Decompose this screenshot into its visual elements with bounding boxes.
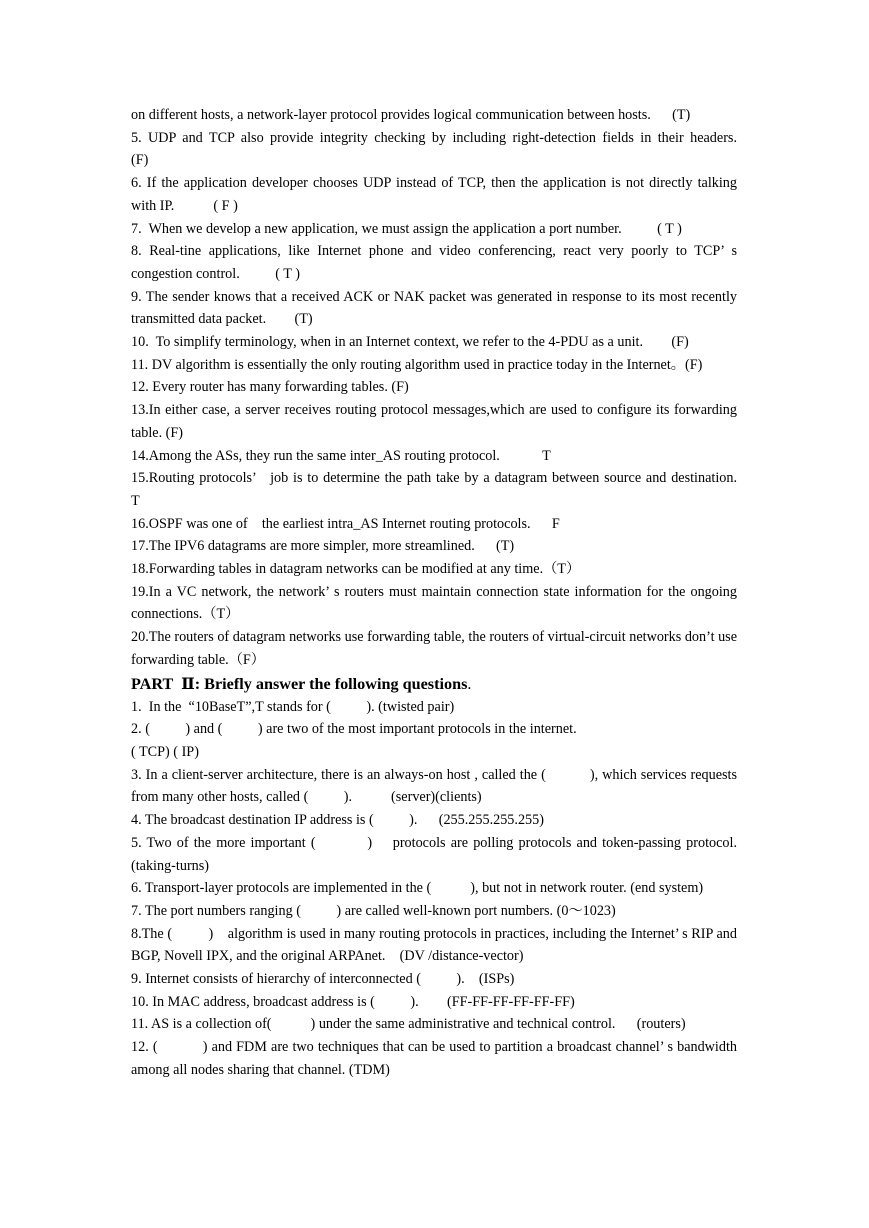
part-2-heading	[131, 672, 737, 696]
document-page	[131, 104, 777, 1082]
tf-item-16: 16.OSPF was one of the earliest intra_AS Internet routing protocols. F	[131, 515, 560, 532]
question-1: 1. In the “10BaseT”,T stands for ( ). (twisted pair)	[131, 698, 455, 715]
tf-item-15: 15.Routing protocols’ job is to determine the path take by a datagram between source and destination. T	[131, 470, 777, 509]
part-2-heading-period: .	[467, 674, 472, 693]
tf-item-7: 7. When we develop a new application, we must assign the application a port number. ( T )	[131, 220, 682, 237]
part-2-heading-title: PART Ⅱ: Briefly answer the following questions	[131, 674, 468, 693]
tf-item-17: 17.The IPV6 datagrams are more simpler, more streamlined. (T)	[131, 538, 515, 555]
tf-item-10: 10. To simplify terminology, when in an Internet context, we refer to the 4-PDU as a unit. (F)	[131, 334, 689, 351]
question-12: 12. ( ) and FDM are two techniques that can be used to partition a broadcast channel’ s bandwidth among all nodes sharing that channel. (TDM)	[131, 1039, 741, 1078]
tf-item-14: 14.Among the ASs, they run the same inter_AS routing protocol. T	[131, 447, 551, 464]
tf-item-6: 6. If the application developer chooses UDP instead of TCP, then the application is not directly talking with IP. ( F )	[131, 175, 741, 214]
question-3: 3. In a client-server architecture, there is an always-on host , called the ( ), which services requests from many other hosts, called ( ). (server)(clients)	[131, 766, 741, 806]
question-11: 11. AS is a collection of( ) under the same administrative and technical control. (routers)	[131, 1016, 686, 1033]
question-7: 7. The port numbers ranging ( ) are called well-known port numbers. (0～1023)	[131, 902, 616, 919]
tf-item-18: 18.Forwarding tables in datagram networks can be modified at any time.（T）	[131, 561, 581, 578]
tf-item-5: 5. UDP and TCP also provide integrity checking by including right-detection fields in their headers. (F)	[131, 129, 773, 169]
tf-item-19: 19.In a VC network, the network’ s routers must maintain connection state information for the ongoing connections.（T）	[131, 583, 741, 623]
question-10: 10. In MAC address, broadcast address is ( ). (FF-FF-FF-FF-FF-FF)	[131, 993, 575, 1010]
question-6: 6. Transport-layer protocols are implemented in the ( ), but not in network router. (end system)	[131, 880, 704, 897]
tf-item-13: 13.In either case, a server receives routing protocol messages,which are used to configure its forwarding table. (F)	[131, 402, 741, 441]
tf-item-9: 9. The sender knows that a received ACK or NAK packet was generated in response to its most recently transmitted data packet. (T)	[131, 288, 741, 328]
question-5: 5. Two of the more important ( ) protocols are polling protocols and token-passing protocol. (taking-turns)	[131, 834, 741, 874]
tf-item-12: 12. Every router has many forwarding tables. (F)	[131, 379, 409, 396]
tf-item-8: 8. Real-tine applications, like Internet phone and video conferencing, react very poorly to TCP’ s congestion control. ( T )	[131, 243, 741, 282]
tf-item-20: 20.The routers of datagram networks use forwarding table, the routers of virtual-circuit networks don’t use forwarding table.（F）	[131, 629, 741, 668]
question-2-answer: ( TCP) ( IP)	[131, 743, 199, 760]
question-8: 8.The ( ) algorithm is used in many routing protocols in practices, including the Internet’ s RIP and BGP, Novell IPX, and the original ARPAnet. (DV /distance-vector)	[131, 925, 741, 965]
question-2: 2. ( ) and ( ) are two of the most important protocols in the internet.	[131, 721, 577, 738]
tf-item-4-continued: on different hosts, a network-layer protocol provides logical communication between hosts. (T)	[131, 107, 691, 123]
question-9: 9. Internet consists of hierarchy of interconnected ( ). (ISPs)	[131, 971, 515, 988]
tf-item-11: 11. DV algorithm is essentially the only routing algorithm used in practice today in the Internet。(F)	[131, 356, 703, 373]
question-4: 4. The broadcast destination IP address is ( ). (255.255.255.255)	[131, 812, 544, 829]
